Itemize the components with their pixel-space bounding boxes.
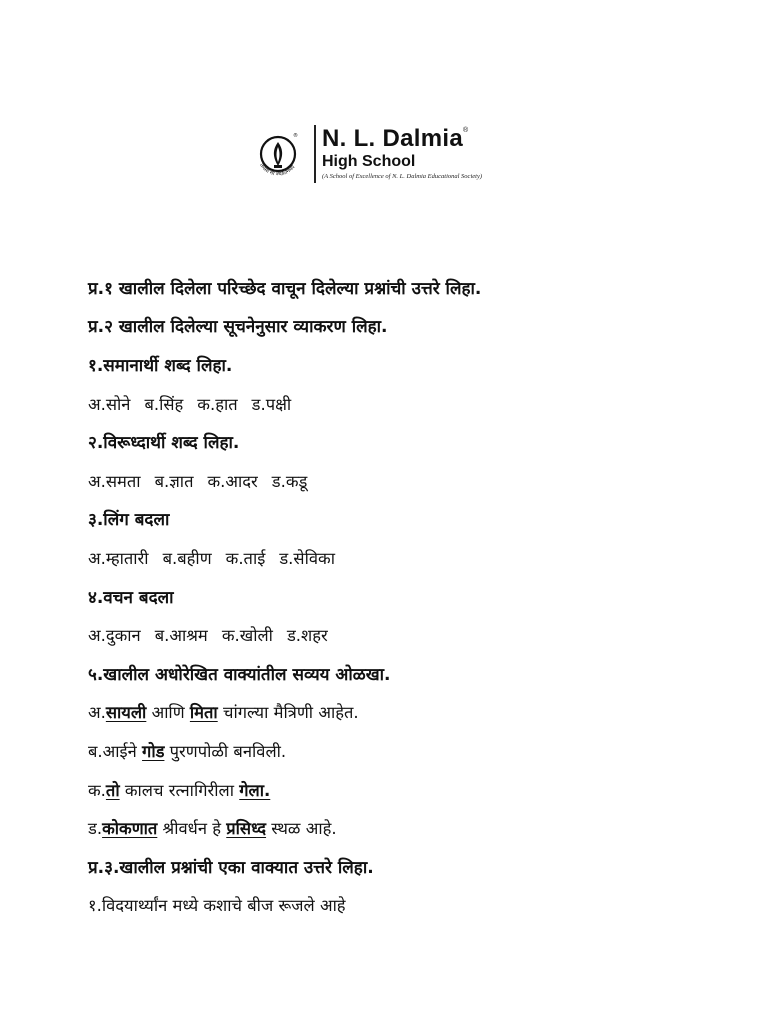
- underlined-word: प्रसिध्द: [226, 819, 267, 839]
- school-subtitle: High School: [322, 153, 416, 171]
- option-d: ड.सेविका: [279, 548, 335, 568]
- sentence-text: अ.: [88, 703, 106, 723]
- sentence-text: ड.: [88, 819, 103, 839]
- brand-reg-mark: ®: [462, 127, 469, 135]
- question-3: प्र.३.खालील प्रश्नांची एका वाक्यात उत्तरे लिहा.: [88, 857, 374, 878]
- header-divider: [314, 125, 316, 183]
- underlined-word: गेला.: [239, 780, 271, 800]
- emblem-reg-mark: ®: [293, 133, 298, 139]
- option-c: क.हात: [197, 394, 238, 414]
- sentence-text: ब.आईने: [88, 741, 143, 761]
- question-3-item-1: १.विदयार्थ्यांन मध्ये कशाचे बीज रूजले आहे: [88, 896, 346, 916]
- option-a: अ.दुकान: [88, 626, 141, 646]
- option-d: ड.शहर: [286, 626, 328, 646]
- section-3-options: [88, 538, 728, 577]
- section-5-title: ५.खालील अधोरेखित वाक्यांतील सव्यय ओळखा.: [88, 664, 391, 685]
- school-brand: [322, 127, 482, 181]
- sentence-c: [88, 770, 728, 809]
- sentence-d: [88, 808, 728, 847]
- sentence-text: श्रीवर्धन हे: [157, 819, 227, 839]
- option-a: अ.समता: [88, 471, 141, 491]
- section-2-title: २.विरूध्दार्थी शब्द लिहा.: [88, 433, 240, 454]
- option-b: ब.बहीण: [162, 548, 212, 568]
- underlined-word: सायली: [105, 703, 147, 723]
- emblem-motto: तमसो मा ज्योतिर्गमय: [257, 162, 297, 178]
- sentence-text: क.: [88, 780, 106, 800]
- question-paper: [88, 268, 728, 924]
- underlined-word: कोकणात: [102, 819, 158, 839]
- sentence-text: स्थळ आहे.: [266, 819, 337, 839]
- sentence-text: आणि: [146, 703, 190, 723]
- underlined-word: मिता: [189, 703, 218, 723]
- school-tagline: (A School of Excellence of N. L. Dalmia Educational Society): [322, 173, 482, 181]
- sentence-text: पुरणपोळी बनविली.: [164, 741, 287, 761]
- option-a: अ.म्हातारी: [88, 548, 149, 568]
- section-1-title: १.समानार्थी शब्द लिहा.: [88, 355, 233, 376]
- option-c: क.खोली: [221, 626, 273, 646]
- question-2: प्र.२ खालील दिलेल्या सूचनेनुसार व्याकरण लिहा.: [88, 317, 388, 338]
- option-c: क.आदर: [207, 471, 258, 491]
- school-emblem-icon: [248, 123, 310, 185]
- section-3-title: ३.लिंग बदला: [88, 510, 170, 531]
- question-1: प्र.१ खालील दिलेला परिच्छेद वाचून दिलेल्या प्रश्नांची उत्तरे लिहा.: [88, 278, 482, 299]
- option-d: ड.पक्षी: [251, 394, 292, 414]
- section-2-options: [88, 461, 728, 500]
- section-4-title: ४.वचन बदला: [88, 587, 174, 608]
- option-b: ब.ज्ञात: [154, 471, 194, 491]
- option-a: अ.सोने: [88, 394, 131, 414]
- option-d: ड.कडू: [271, 471, 308, 491]
- school-header: [248, 120, 508, 188]
- sentence-text: चांगल्या मैत्रिणी आहेत.: [217, 703, 359, 723]
- underlined-word: गोड: [142, 741, 165, 761]
- sentence-a: [88, 693, 728, 732]
- school-name: N. L. Dalmia®: [322, 125, 469, 153]
- section-4-options: [88, 615, 728, 654]
- section-1-options: [88, 384, 728, 423]
- option-c: क.ताई: [225, 548, 266, 568]
- option-b: ब.आश्रम: [154, 626, 208, 646]
- sentence-text: कालच रत्नागिरीला: [119, 780, 240, 800]
- underlined-word: तो: [105, 780, 120, 800]
- sentence-b: [88, 731, 728, 770]
- option-b: ब.सिंह: [144, 394, 184, 414]
